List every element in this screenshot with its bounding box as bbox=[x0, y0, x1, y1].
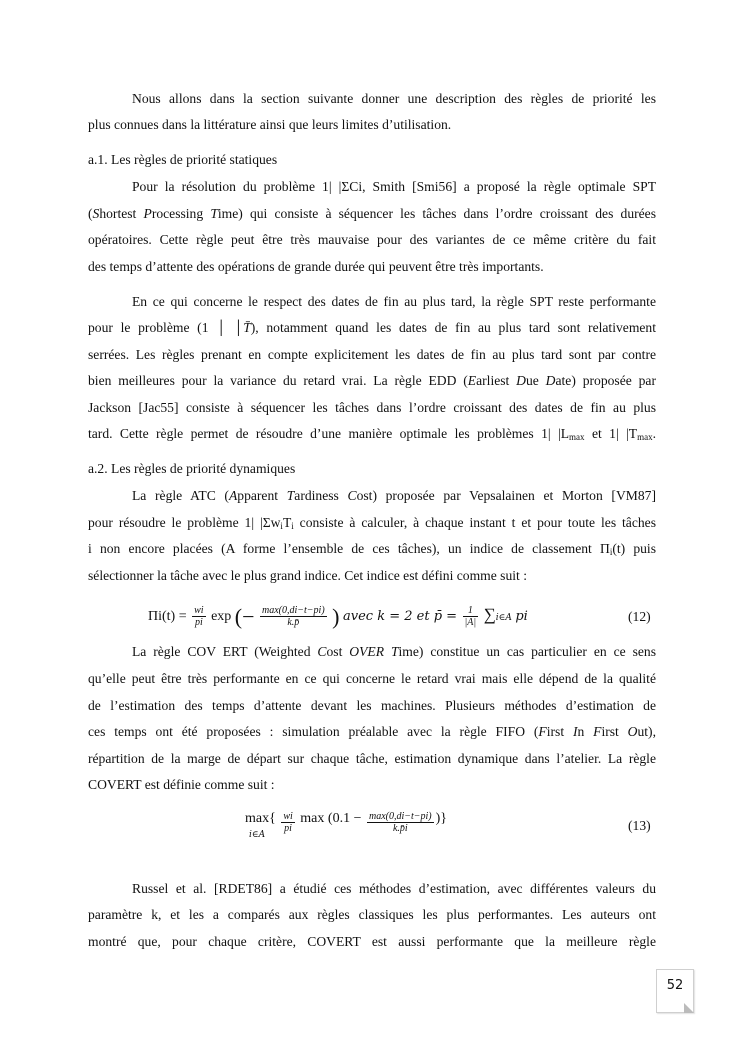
eq12-mean-fraction bbox=[463, 605, 479, 628]
equation-13 bbox=[245, 811, 447, 843]
text-segment: OVER bbox=[349, 644, 385, 659]
eq13-max: max bbox=[245, 811, 270, 826]
text-segment: I bbox=[572, 724, 578, 739]
text-segment: bien meilleures pour la variance du retard vrai. La règle EDD ( bbox=[88, 373, 468, 388]
text-line bbox=[88, 568, 656, 584]
text-segment: paramètre k, et les a comparés aux règles classiques les plus performantes. Les auteurs ont bbox=[88, 907, 656, 922]
text-segment: Russel et al. [RDET86] a étudié ces méthodes d’estimation, avec différentes valeurs du bbox=[132, 881, 656, 896]
text-segment: max bbox=[637, 432, 653, 442]
text-segment: C bbox=[317, 644, 327, 659]
text-segment: serrées. Les règles prenant en compte explicitement les dates de fin au plus tard sont par contre bbox=[88, 347, 656, 362]
text-line bbox=[88, 515, 656, 534]
eq13-close: )} bbox=[435, 811, 448, 826]
text-segment: i bbox=[291, 521, 294, 531]
eq13-weight-fraction bbox=[281, 811, 294, 834]
eq12-close: ) bbox=[332, 604, 340, 629]
text-line bbox=[132, 179, 656, 195]
text-line bbox=[88, 934, 656, 950]
text-segment: arliest bbox=[476, 373, 517, 388]
text-segment: T bbox=[210, 206, 218, 221]
eq12-den: k.p̄ bbox=[287, 617, 300, 629]
text-segment: opératoires. Cette règle peut être très mauvaise pour des variantes de ce même critère du fait bbox=[88, 232, 656, 247]
eq12-pi: pi bbox=[515, 609, 528, 624]
text-segment: C bbox=[347, 488, 357, 503]
text-segment: ost) proposée par Vepsalainen et Morton [VM87] bbox=[356, 488, 656, 503]
text-segment: P bbox=[143, 206, 152, 221]
text-segment: F bbox=[538, 724, 547, 739]
text-line bbox=[88, 206, 656, 222]
text-line bbox=[88, 232, 656, 248]
text-segment: Jackson [Jac55] consiste à séquencer les tâches dans l’ordre croissant des dates de fin au plus bbox=[88, 400, 656, 415]
text-line bbox=[132, 294, 656, 310]
text-line bbox=[88, 152, 656, 168]
text-line bbox=[88, 907, 656, 923]
text-line bbox=[88, 347, 656, 363]
text-line bbox=[132, 881, 656, 897]
eq13-den: k.p̄i bbox=[392, 823, 408, 834]
eq12-open: (− bbox=[234, 604, 255, 629]
text-segment: répartition de la marge de départ sur chaque tâche, estimation dynamique dans l’atelier. La règle bbox=[88, 751, 656, 766]
text-line bbox=[88, 426, 656, 445]
eq13-num: max(0,di−t−pi) bbox=[368, 811, 432, 822]
eq12-exp: exp bbox=[211, 609, 232, 624]
text-segment: irst bbox=[601, 724, 628, 739]
text-line bbox=[88, 541, 656, 560]
text-line bbox=[132, 488, 656, 504]
eq13-fraction bbox=[367, 811, 434, 834]
text-segment: de l’estimation des temps d’attente devant les machines. Plusieurs méthodes d’estimation de bbox=[88, 698, 656, 713]
text-segment: Nous allons dans la section suivante donner une description des règles de priorité les bbox=[132, 91, 656, 106]
text-segment: a.1. Les règles de priorité statiques bbox=[88, 152, 278, 167]
text-segment: qu’elle peut être très performante en ce qui concerne le retard vrai mais elle dépend de la qualité bbox=[88, 671, 656, 686]
text-segment: pparent bbox=[237, 488, 287, 503]
text-segment: D bbox=[516, 373, 526, 388]
text-segment: a.2. Les règles de priorité dynamiques bbox=[88, 461, 296, 476]
text-segment: pour résoudre le problème 1| |Σw bbox=[88, 515, 281, 530]
text-segment: O bbox=[627, 724, 638, 739]
text-segment: hortest bbox=[99, 206, 144, 221]
text-segment: pour le problème (1 │ │ bbox=[88, 320, 244, 335]
text-segment: i bbox=[609, 547, 613, 557]
text-line bbox=[88, 724, 656, 740]
text-segment: La règle COV ERT (Weighted bbox=[132, 644, 318, 659]
text-segment: ime) constitue un cas particulier en ce sens bbox=[398, 644, 656, 659]
text-segment: ), notamment quand les dates de fin au plus tard sont relativement bbox=[250, 320, 656, 335]
text-line bbox=[88, 751, 656, 767]
text-line bbox=[88, 373, 656, 389]
text-segment: (t) puis bbox=[612, 541, 657, 556]
text-line bbox=[88, 671, 656, 687]
equation-12-number: (12) bbox=[628, 609, 651, 624]
eq13-p: pi bbox=[284, 823, 292, 834]
eq12-w: wi bbox=[194, 605, 204, 617]
text-segment: T bbox=[286, 488, 295, 503]
eq13-brace: { bbox=[269, 811, 276, 826]
text-segment: Pour la résolution du problème 1| |ΣCi, Smith [Smi56] a proposé la règle optimale SPT bbox=[132, 179, 656, 194]
text-segment: ost bbox=[326, 644, 350, 659]
text-segment: tard. Cette règle permet de résoudre d’une manière optimale les problèmes 1| |L bbox=[88, 426, 570, 441]
text-segment: irst bbox=[546, 724, 573, 739]
eq12-lhs: Πi(t) = bbox=[148, 609, 187, 624]
equation-12 bbox=[148, 604, 528, 630]
text-segment: montré que, pour chaque critère, COVERT est aussi performante que la meilleure règle bbox=[88, 934, 656, 949]
eq13-w: wi bbox=[283, 811, 293, 822]
text-segment: n bbox=[577, 724, 594, 739]
page-number: 52 bbox=[666, 978, 684, 993]
text-line bbox=[132, 644, 656, 660]
text-segment bbox=[384, 644, 391, 659]
text-line bbox=[88, 320, 656, 336]
text-segment: T̄ bbox=[243, 320, 251, 335]
eq12-p: pi bbox=[194, 617, 203, 629]
text-line bbox=[88, 117, 656, 133]
text-segment: des temps d’attente des opérations de grande durée qui peuvent être très importants. bbox=[88, 259, 544, 274]
text-segment: ue bbox=[526, 373, 546, 388]
text-segment: i non encore placées (A forme l’ensemble de ces tâches), un indice de classement Π bbox=[88, 541, 610, 556]
text-segment: ate) proposée par bbox=[555, 373, 656, 388]
text-segment: F bbox=[593, 724, 602, 739]
text-line bbox=[132, 91, 656, 107]
text-segment: ( bbox=[88, 206, 93, 221]
text-segment: S bbox=[92, 206, 100, 221]
text-line bbox=[88, 400, 656, 416]
eq12-one: 1 bbox=[463, 605, 479, 617]
text-line bbox=[88, 259, 656, 275]
text-segment: max bbox=[569, 432, 585, 442]
text-segment: La règle ATC ( bbox=[132, 488, 229, 503]
text-line bbox=[88, 698, 656, 714]
eq12-exponent-fraction bbox=[260, 605, 327, 628]
text-line bbox=[88, 777, 656, 793]
text-segment: ces temps ont été proposées : simulation préalable avec la règle FIFO ( bbox=[88, 724, 539, 739]
eq12-absA: |A| bbox=[464, 617, 477, 629]
text-segment: consiste à calculer, à chaque instant t et pour toute les tâches bbox=[293, 515, 656, 530]
eq12-mid: avec k = 2 et p̄ = bbox=[343, 609, 458, 624]
text-segment: T bbox=[282, 515, 292, 530]
text-segment: ardiness bbox=[294, 488, 348, 503]
text-segment: ut), bbox=[637, 724, 656, 739]
eq12-sumsub: i∈A bbox=[495, 613, 512, 623]
text-segment: i bbox=[280, 521, 283, 531]
equation-13-number: (13) bbox=[628, 818, 651, 833]
eq12-sum: ∑ bbox=[483, 605, 496, 624]
text-segment: COVERT est définie comme suit : bbox=[88, 777, 275, 792]
text-segment: T bbox=[390, 644, 399, 659]
text-segment: . bbox=[652, 426, 656, 441]
eq13-maxsub: i∈A bbox=[249, 830, 266, 840]
text-line bbox=[88, 461, 656, 477]
text-segment: ime) qui consiste à séquencer les tâches dans l’ordre croissant des durées bbox=[217, 206, 656, 221]
text-segment: rocessing bbox=[151, 206, 211, 221]
page-number-box bbox=[656, 969, 694, 1013]
text-segment: A bbox=[228, 488, 238, 503]
text-segment: sélectionner la tâche avec le plus grand indice. Cet indice est défini comme suit : bbox=[88, 568, 527, 583]
eq12-num: max(0,di−t−pi) bbox=[262, 605, 325, 617]
page-curl-icon bbox=[684, 1003, 694, 1013]
text-segment: et 1| |T bbox=[584, 426, 638, 441]
text-segment: E bbox=[467, 373, 477, 388]
text-segment: D bbox=[545, 373, 556, 388]
text-segment: En ce qui concerne le respect des dates de fin au plus tard, la règle SPT reste performante bbox=[132, 294, 656, 309]
eq12-weight-fraction bbox=[192, 605, 205, 628]
text-segment: plus connues dans la littérature ainsi que leurs limites d’utilisation. bbox=[88, 117, 452, 132]
eq13-inner: max (0.1 − bbox=[300, 811, 362, 826]
